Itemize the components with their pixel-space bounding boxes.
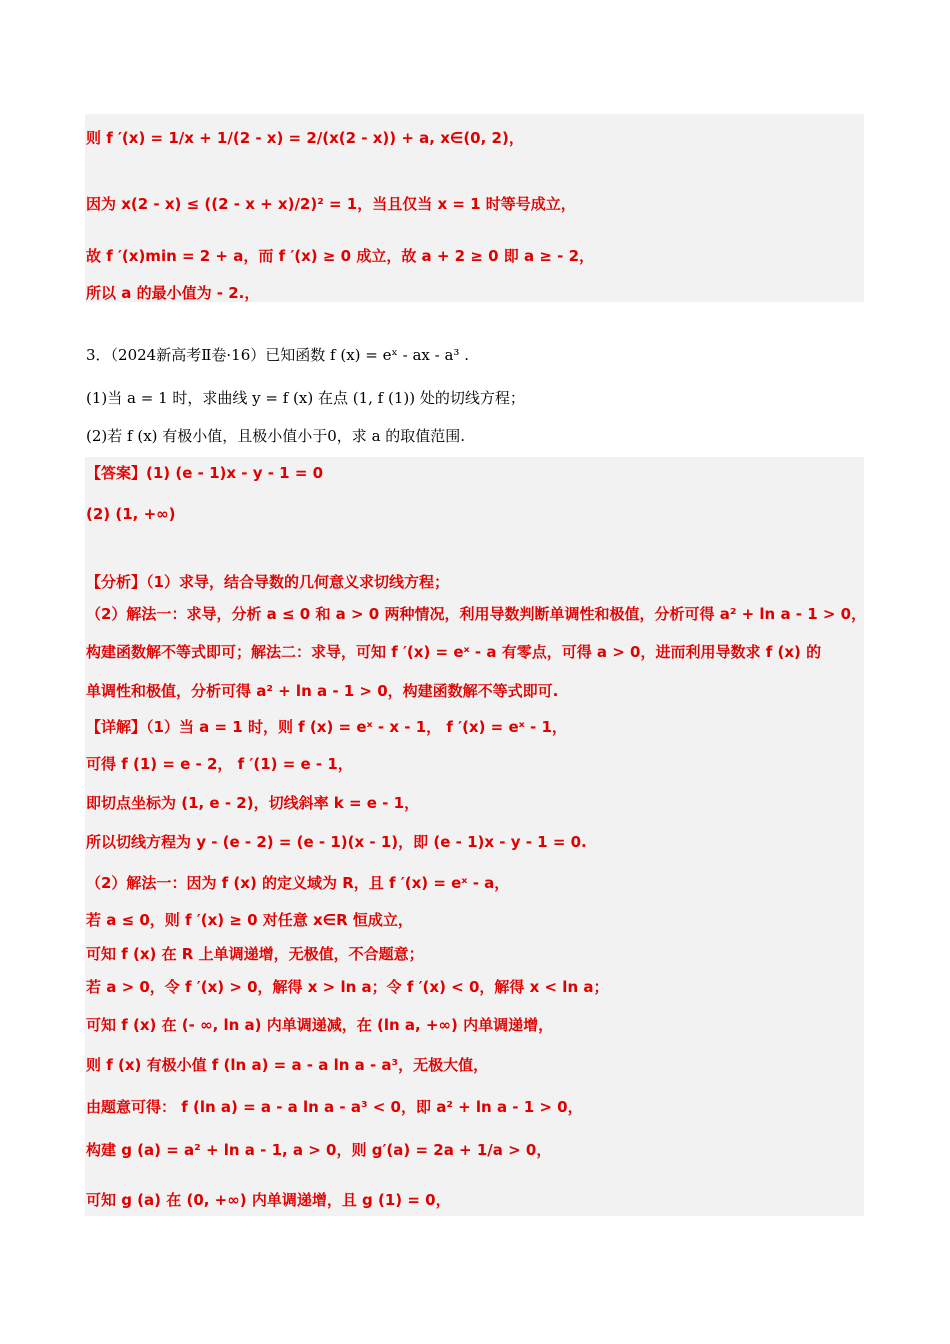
analysis-line: （2）解法一：求导，分析 a ≤ 0 和 a > 0 两种情况，利用导数判断单调性和极值，分析可得 a² + ln a - 1 > 0， — [86, 605, 867, 623]
detail-line: 可知 f (x) 在 R 上单调递增，无极值，不合题意； — [86, 945, 424, 963]
solution-line: 所以 a 的最小值为 - 2.， — [86, 284, 260, 302]
answer-line: 【答案】(1) (e - 1)x - y - 1 = 0 — [86, 464, 324, 482]
analysis-line: 构建函数解不等式即可；解法二：求导，可知 f ′(x) = eˣ - a 有零点，可得 a > 0，进而利用导数求 f (x) 的 — [86, 643, 822, 661]
detail-line: 【详解】（1）当 a = 1 时，则 f (x) = eˣ - x - 1， f ′(x) = eˣ - 1， — [86, 718, 567, 736]
detail-line: 所以切线方程为 y - (e - 2) = (e - 1)(x - 1)，即 (e - 1)x - y - 1 = 0. — [86, 833, 587, 851]
detail-line: 若 a ≤ 0，则 f ′(x) ≥ 0 对任意 x∈R 恒成立， — [86, 911, 413, 929]
answer-line: (2) (1, +∞) — [86, 505, 176, 523]
problem-statement: 3．（2024新高考Ⅱ卷·16）已知函数 f (x) = eˣ - ax - a³ . — [86, 346, 469, 364]
detail-line: 可知 g (a) 在 (0, +∞) 内单调递增，且 g (1) = 0， — [86, 1191, 451, 1209]
detail-line: 构建 g (a) = a² + ln a - 1, a > 0，则 g′(a) = 2a + 1/a > 0， — [86, 1141, 552, 1159]
detail-line: 则 f (x) 有极小值 f (ln a) = a - a ln a - a³，无极大值， — [86, 1056, 489, 1074]
detail-line: （2）解法一：因为 f (x) 的定义域为 R，且 f ′(x) = eˣ - a， — [86, 874, 510, 892]
analysis-line: 【分析】（1）求导，结合导数的几何意义求切线方程； — [86, 573, 449, 591]
detail-line: 即切点坐标为 (1, e - 2)，切线斜率 k = e - 1， — [86, 794, 420, 812]
solution-line: 故 f ′(x)min = 2 + a，而 f ′(x) ≥ 0 成立，故 a + 2 ≥ 0 即 a ≥ - 2， — [86, 247, 595, 265]
detail-line: 由题意可得： f (ln a) = a - a ln a - a³ < 0，即 a² + ln a - 1 > 0， — [86, 1098, 583, 1116]
analysis-line: 单调性和极值，分析可得 a² + ln a - 1 > 0，构建函数解不等式即可. — [86, 682, 559, 700]
solution-line: 则 f ′(x) = 1/x + 1/(2 - x) = 2/(x(2 - x)) + a, x∈(0, 2)， — [86, 129, 524, 147]
detail-line: 可得 f (1) = e - 2， f ′(1) = e - 1， — [86, 755, 353, 773]
detail-line: 可知 f (x) 在 (- ∞, ln a) 内单调递减，在 (ln a, +∞) 内单调递增， — [86, 1016, 554, 1034]
detail-line: 若 a > 0，令 f ′(x) > 0，解得 x > ln a；令 f ′(x) < 0，解得 x < ln a； — [86, 978, 609, 996]
problem-part-2: (2)若 f (x) 有极小值，且极小值小于0，求 a 的取值范围. — [86, 427, 466, 445]
problem-part-1: (1)当 a = 1 时，求曲线 y = f (x) 在点 (1, f (1)) 处的切线方程； — [86, 389, 525, 407]
solution-line: 因为 x(2 - x) ≤ ((2 - x + x)/2)² = 1，当且仅当 x = 1 时等号成立， — [86, 195, 576, 213]
